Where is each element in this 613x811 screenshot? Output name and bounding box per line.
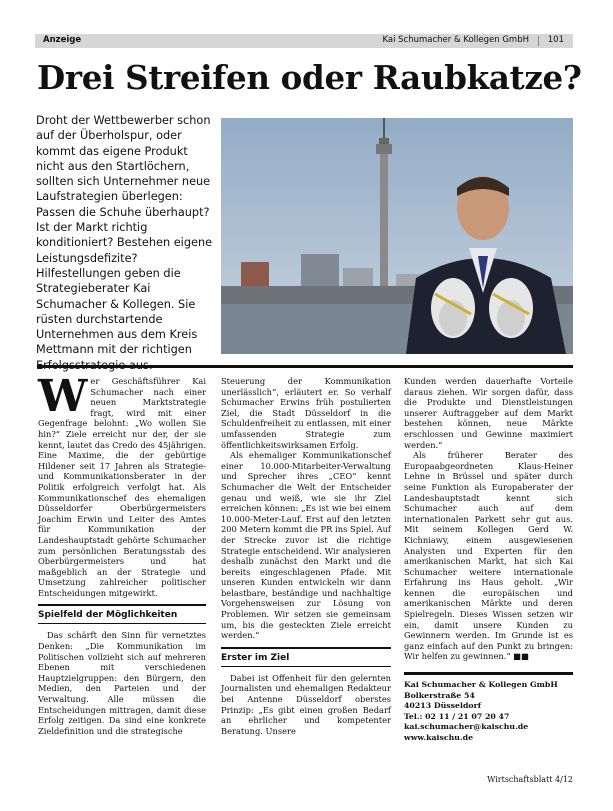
contact-phone: Tel.: 02 11 / 21 07 20 47	[404, 711, 510, 721]
section-label: Anzeige	[43, 35, 82, 45]
header-divider	[538, 36, 539, 46]
paragraph: Steuerung der Kommunikation unerlässlich“, erläutert er. So verhalf Schumacher Erwins früh postulierten Ziel, die Stadt Düsseldorf in die Schuldenfreiheit zu entlassen, mit einer umfassenden Strategie zum öffentlichkeitswirksamen Erfolg.	[221, 376, 391, 450]
contact-website[interactable]: www.kaischu.de	[404, 732, 474, 742]
header-bar	[35, 34, 573, 48]
subheading: Spielfeld der Möglichkeiten	[38, 604, 206, 624]
article-photo	[221, 118, 573, 354]
paragraph-text: er Geschäftsführer Kai Schumacher nach einer neuen Marktstrategie fragt, wird mit einer Gegenfrage belohnt: „Wo wollen Sie hin?“ Ziele erreicht nur der, der sie kennt, lautet das Credo des 45jährigen. Eine Maxime, die der gebürtige Hildener seit 17 Jahren als Strategie- und Kommunikationsberater in der Politik erfolgreich verfolgt hat. Als Kommunikationschef des ehemaligen Düsseldorfer Oberbürgermeisters Joachim Erwin und Leiter des Amtes für Kommunikation der Landeshauptstadt gehörte Schumacher zum persönlichen Beratungsstab des Oberbürgermeisters und hat maßgeblich an der Strategie und Umsetzung zahlreicher politischer Entscheidungen mitgewirkt.	[38, 376, 206, 598]
header-company: Kai Schumacher & Kollegen GmbH	[382, 35, 529, 45]
drop-cap: W	[38, 371, 88, 422]
contact-box	[404, 672, 573, 743]
page-number: 101	[547, 35, 564, 45]
paragraph	[38, 371, 206, 598]
paragraph: Das schärft den Sinn für vernetztes Denken: „Die Kommunikation im Politischen vollzieht sich auf mehreren Ebenen mit verschiedenen Hauptzielgruppen: den Bürgern, den Medien, den Parteien und der Verwaltung. Alle müssen die Entscheidungen mittragen, damit diese Erfolg zeitigen. Da sind eine konkrete Zieldefinition und die strategische	[38, 630, 206, 736]
contact-city: 40213 Düsseldorf	[404, 701, 482, 711]
end-mark: ■■	[513, 651, 529, 662]
article-column-3	[404, 376, 573, 743]
paragraph	[404, 450, 573, 662]
subheading: Erster im Ziel	[221, 647, 391, 667]
section-rule	[37, 365, 573, 368]
paragraph: Kunden werden dauerhafte Vorteile daraus ziehen. Wir sorgen dafür, dass die Produkte und Dienstleistungen unserer Auftraggeber auf dem Markt bestehen können, neue Märkte erschlossen und Gewinne maximiert werden.“	[404, 376, 573, 450]
article-column-2	[221, 376, 391, 736]
photo-illustration	[221, 118, 573, 354]
paragraph: Als ehemaliger Kommunikationschef einer 10.000-Mitarbeiter-Verwaltung und Sprecher ihres „CEO“ kennt Schumacher die Welt der Entscheider genau und weiß, wie sie ihr Ziel erreichen können: „Es ist wie bei einem 10.000-Meter-Lauf. Erst auf den letzten 200 Metern kommt die PR ins Spiel. Auf der Strecke zuvor ist die richtige Strategie entscheidend. Wir analysieren deshalb zunächst den Markt und die bereits eingeschlagenen Pfade. Mit unseren Kunden entwickeln wir dann belastbare, beständige und nachhaltige Vorgehensweisen zur Lösung von Problemen. Wir setzen sie gemeinsam um, bis die gesteckten Ziele erreicht werden.“	[221, 450, 391, 641]
article-column-1	[38, 371, 206, 736]
lead-paragraph: Droht der Wettbewerber schon auf der Überholspur, oder kommt das eigene Produkt nicht aus den Startlöchern, sollten sich Unternehmer neue Laufstrategien überlegen: Passen die Schuhe überhaupt? Ist der Markt richtig konditioniert? Bestehen eigene Leistungsdefizite? Hilfestellungen geben die Strategieberater Kai Schumacher & Kollegen. Sie rüsten durchstartende Unternehmen aus dem Kreis Mettmann mit der richtigen	[36, 114, 213, 357]
footer-publication: Wirtschaftsblatt 4/12	[487, 775, 573, 784]
contact-company: Kai Schumacher & Kollegen GmbH	[404, 680, 558, 690]
page-title: Drei Streifen oder Raubkatze?	[37, 58, 582, 97]
contact-email[interactable]: kai.schumacher@kaischu.de	[404, 722, 529, 732]
contact-street: Bolkerstraße 54	[404, 690, 475, 700]
paragraph: Dabei ist Offenheit für den gelernten Journalisten und ehemaligen Redakteur bei Antenne Düsseldorf oberstes Prinzip: „Es gibt einen großen Bedarf an ehrlicher und kompetenter Beratung. Unsere	[221, 672, 391, 736]
paragraph-text: Als früherer Berater des Europaabgeordneten Klaus-Heiner Lehne in Brüssel und später durch seine Funktion als Europaberater der Landeshauptstadt kennt sich Schumacher auch auf dem internationalen Parkett sehr gut aus. Mit seinem Kollegen Gerd W. Kichniawy, einem ausgewiesenen Analysten und Experten für den amerikanischen Markt, hat sich Kai Schumacher weitere internationale Erfahrung ins Haus geholt. „Wir kennen die europäischen und amerikanischen Märkte und deren Spielregeln. Dieses Wissen setzen wir ein, damit unsere Kunden zu Gewinnern werden. Im Grunde ist es ganz einfach auf den Punkt zu bringen: Wir helfen zu gewinnen.“	[404, 450, 573, 662]
